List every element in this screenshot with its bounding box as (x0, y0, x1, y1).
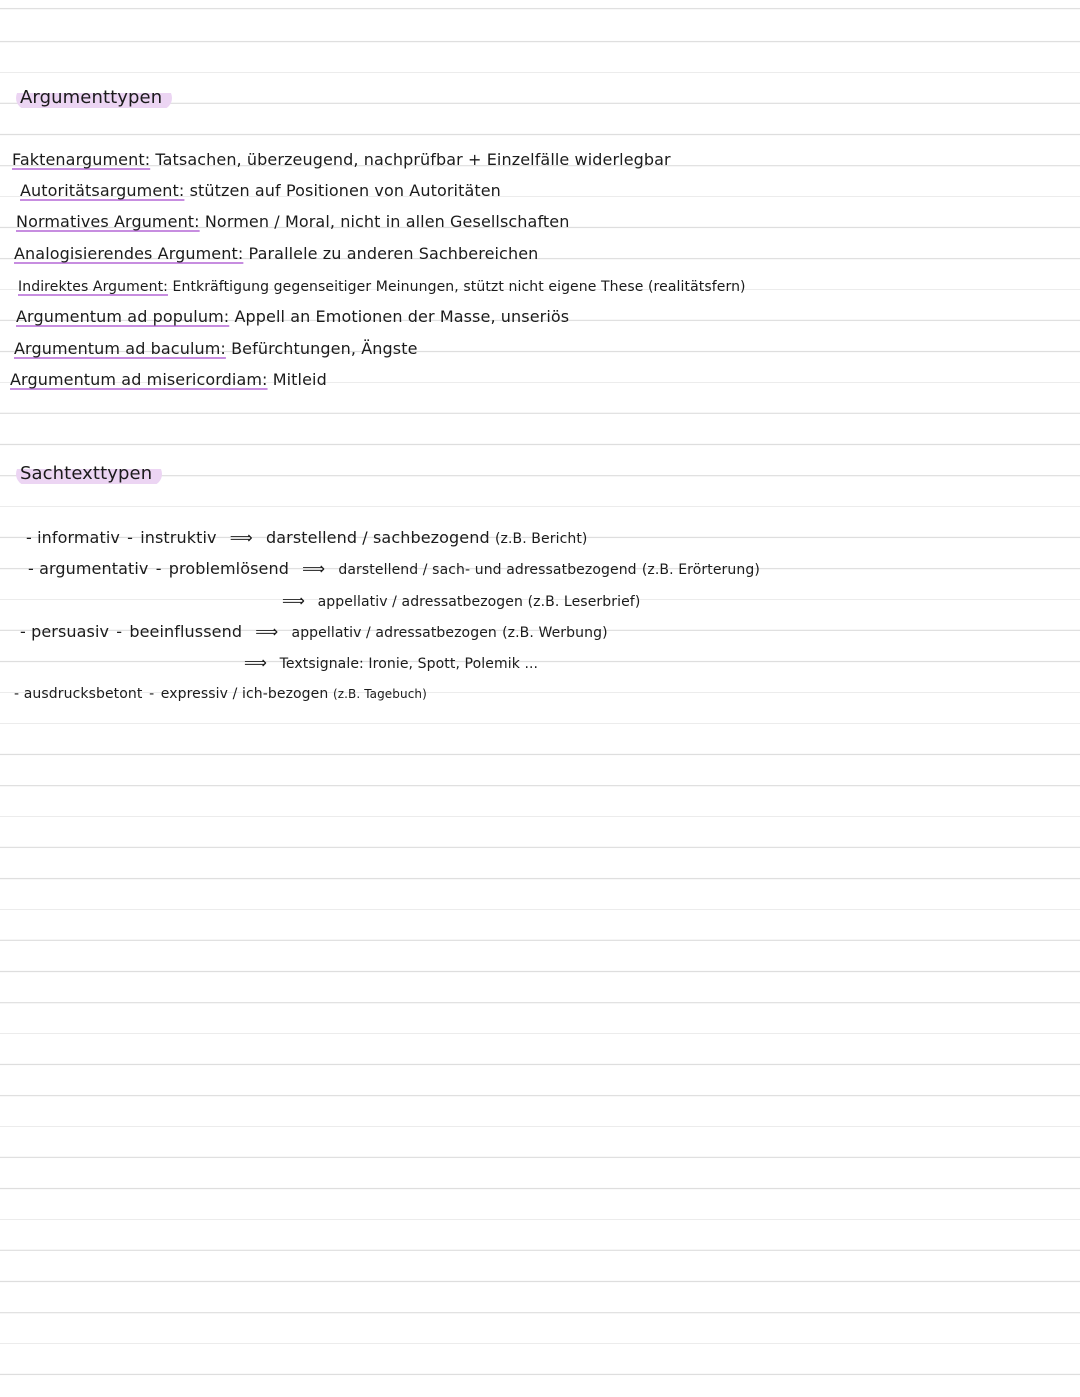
texttype-example: (z.B. Leserbrief) (527, 594, 641, 610)
dash: - (116, 622, 123, 641)
heading-sachtexttypen: Sachtexttypen (16, 462, 162, 486)
argument-term: Normatives Argument: (16, 212, 200, 231)
implies-arrow-icon: ⟹ (255, 622, 279, 641)
implies-arrow-icon: ⟹ (244, 653, 268, 672)
argument-term: Indirektes Argument: (18, 279, 168, 295)
argument-desc: stützen auf Positionen von Autoritäten (189, 181, 501, 200)
texttype-result: Textsignale: Ironie, Spott, Polemik ... (279, 656, 539, 672)
argument-term: Argumentum ad misericordiam: (10, 370, 268, 389)
texttype-result: darstellend / sachbezogend (266, 528, 490, 547)
texttype-example: (z.B. Werbung) (502, 625, 608, 641)
argument-term: Argumentum ad populum: (16, 307, 230, 326)
texttype-line-argumentativ-extra (274, 591, 640, 612)
dash: - (26, 528, 32, 547)
argument-desc: Parallele zu anderen Sachbereichen (248, 244, 539, 263)
implies-arrow-icon: ⟹ (229, 528, 253, 547)
argument-line (18, 277, 746, 297)
texttype-name: argumentativ (39, 559, 149, 578)
texttype-name: informativ (37, 528, 120, 547)
argument-line (16, 307, 569, 327)
dash: - (155, 559, 162, 578)
argument-desc: Mitleid (272, 370, 327, 389)
dash: - (149, 686, 155, 702)
argument-term: Faktenargument: (12, 150, 151, 169)
texttype-result: appellativ / adressatbezogen (317, 594, 523, 610)
argument-line (14, 244, 538, 264)
argument-term: Argumentum ad baculum: (14, 339, 226, 358)
texttype-line-ausdrucksbetont (14, 684, 427, 704)
texttype-synonym: beeinflussend (129, 622, 243, 641)
texttype-result: appellativ / adressatbezogen (291, 625, 497, 641)
texttype-line-persuasiv-extra (236, 653, 538, 674)
argument-line (20, 181, 501, 201)
argument-desc: Entkräftigung gegenseitiger Meinungen, stützt nicht eigene These (realitätsfern) (172, 279, 746, 295)
implies-arrow-icon: ⟹ (282, 591, 306, 610)
argument-term: Autoritätsargument: (20, 181, 185, 200)
texttype-name: ausdrucksbetont (23, 686, 143, 702)
argument-term: Analogisierendes Argument: (14, 244, 244, 263)
texttype-example: (z.B. Erörterung) (641, 562, 760, 578)
texttype-result: darstellend / sach- und adressatbezogend (338, 562, 637, 578)
texttype-line-persuasiv (20, 622, 608, 643)
texttype-name: persuasiv (31, 622, 110, 641)
argument-line (16, 212, 569, 232)
dash: - (20, 622, 26, 641)
texttype-example: (z.B. Tagebuch) (332, 687, 427, 701)
argument-desc: Tatsachen, überzeugend, nachprüfbar + Einzelfälle widerlegbar (155, 150, 671, 169)
texttype-example: (z.B. Bericht) (494, 531, 588, 547)
argument-line (14, 339, 418, 359)
texttype-line-argumentativ (28, 559, 760, 580)
dash: - (14, 686, 20, 702)
texttype-line-informativ (26, 528, 588, 549)
dash: - (28, 559, 34, 578)
argument-desc: Normen / Moral, nicht in allen Gesellschaften (204, 212, 570, 231)
texttype-synonym: problemlösend (168, 559, 289, 578)
implies-arrow-icon: ⟹ (302, 559, 326, 578)
argument-desc: Befürchtungen, Ängste (231, 339, 418, 358)
argument-desc: Appell an Emotionen der Masse, unseriös (234, 307, 570, 326)
dash: - (127, 528, 134, 547)
texttype-synonym: instruktiv (140, 528, 217, 547)
argument-line (10, 370, 327, 390)
heading-argumenttypen: Argumenttypen (16, 86, 172, 110)
texttype-synonym: expressiv / ich-bezogen (160, 686, 329, 702)
argument-line (12, 150, 671, 170)
